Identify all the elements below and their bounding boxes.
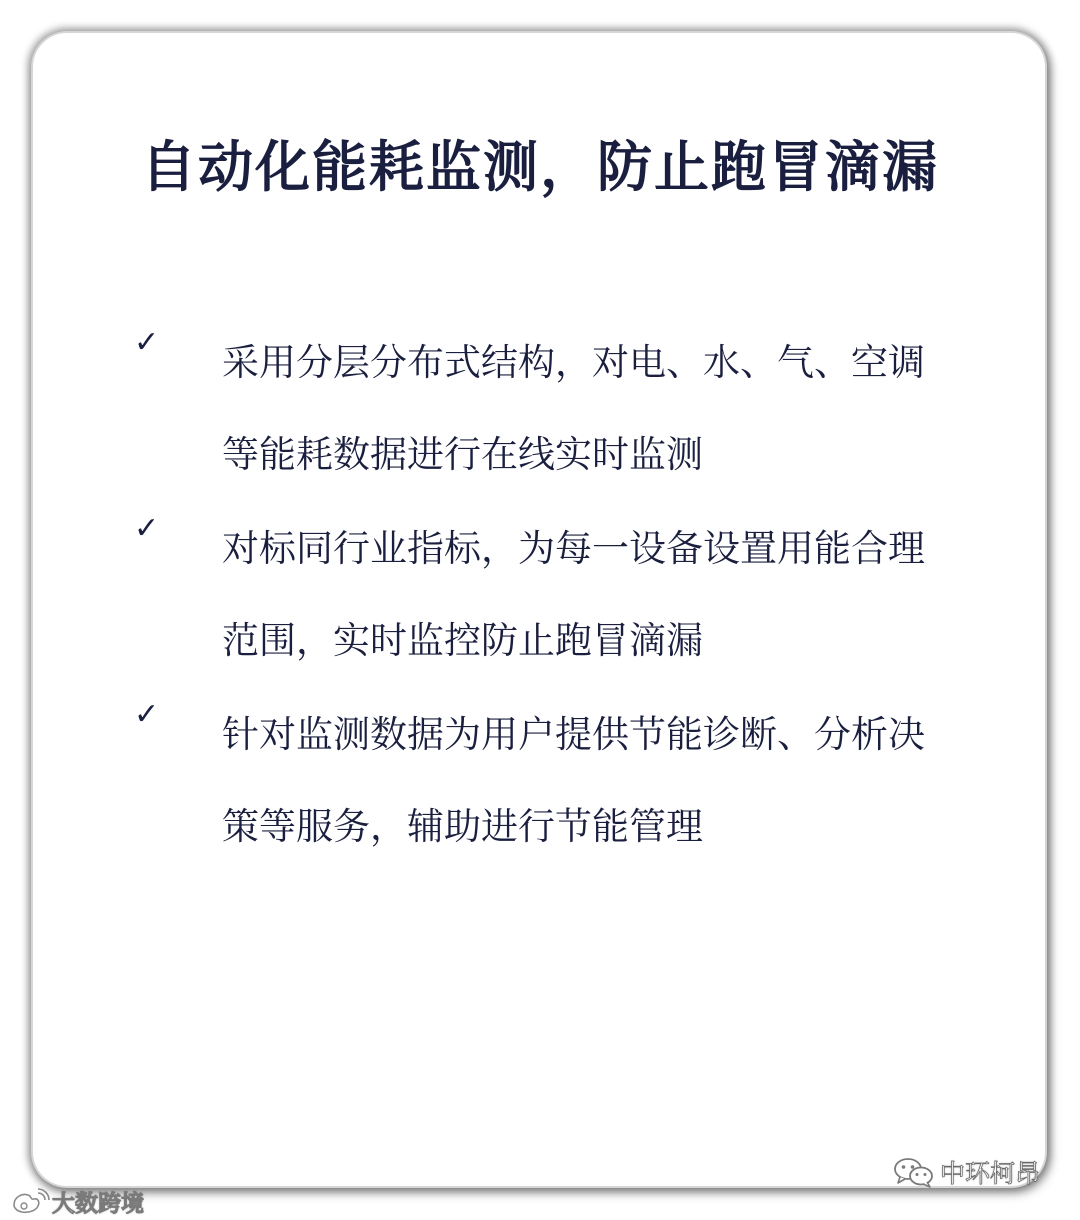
checkmark-icon: ✓ — [134, 697, 160, 732]
checkmark-icon: ✓ — [134, 511, 160, 546]
list-item-text: 采用分层分布式结构，对电、水、气、空调等能耗数据进行在线实时监测 — [222, 341, 925, 476]
watermark-left-text: 大数跨境 — [52, 1190, 144, 1217]
watermark-right-text: 中环柯昂 — [940, 1159, 1041, 1188]
list-item-text: 针对监测数据为用户提供节能诊断、分析决策等服务，辅助进行节能管理 — [222, 713, 925, 848]
weibo-logo-icon — [10, 1187, 50, 1215]
page-title: 自动化能耗监测，防止跑冒滴漏 — [140, 135, 939, 199]
checkmark-icon: ✓ — [134, 325, 160, 360]
wechat-logo-icon — [892, 1155, 936, 1189]
watermark-right — [892, 1150, 1040, 1194]
list-item-text: 对标同行业指标，为每一设备设置用能合理范围，实时监控防止跑冒滴漏 — [222, 527, 925, 662]
watermark-left — [10, 1184, 144, 1218]
